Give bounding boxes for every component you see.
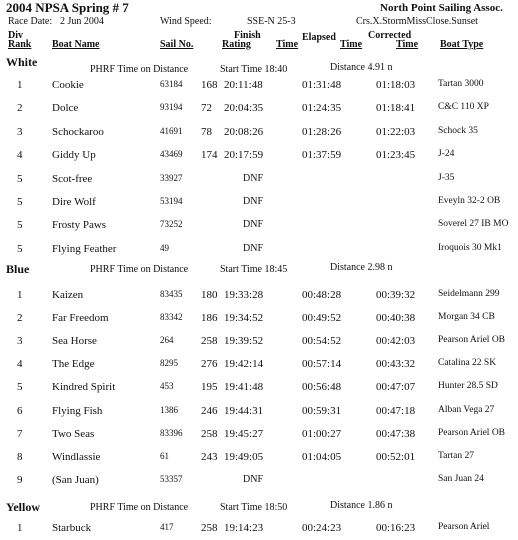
wind-speed-value: SSE-N 25-3 (247, 16, 296, 27)
cell-elapsed: 01:00:27 (302, 427, 342, 440)
cell-type: Alban Vega 27 (438, 404, 495, 415)
cell-finish: 19:42:14 (224, 358, 264, 371)
cell-finish: DNF (243, 172, 264, 184)
division-method: PHRF Time on Distance (90, 64, 189, 75)
cell-corrected: 01:22:03 (376, 125, 416, 138)
cell-rank: 4 (17, 358, 23, 371)
division-distance: Distance 1.86 n (330, 500, 393, 511)
wind-speed-label: Wind Speed: (160, 16, 212, 27)
division-name: White (6, 55, 38, 69)
cell-finish: DNF (243, 242, 264, 254)
cell-finish: DNF (243, 473, 264, 485)
division-name: Yellow (6, 500, 40, 514)
cell-finish: 19:39:52 (224, 335, 264, 348)
cell-sail: 41691 (160, 125, 183, 136)
cell-corrected: 01:18:41 (376, 102, 416, 115)
cell-rating: 195 (201, 381, 218, 394)
cell-type: Seidelmann 299 (438, 289, 500, 299)
cell-boat: Schockaroo (52, 125, 104, 138)
association-name: North Point Sailing Assoc. (380, 2, 503, 14)
cell-finish: DNF (243, 219, 264, 231)
cell-sail: 43469 (160, 149, 183, 160)
table-row (0, 196, 518, 214)
cell-boat: Windlassie (52, 450, 101, 463)
cell-corrected: 01:23:45 (376, 149, 416, 162)
cell-finish: 20:17:59 (224, 149, 264, 162)
table-row (0, 289, 518, 307)
division-distance: Distance 2.98 n (330, 262, 393, 273)
cell-boat: Frosty Paws (52, 219, 107, 232)
cell-corrected: 00:43:32 (376, 358, 416, 371)
cell-boat: Flying Fish (52, 404, 103, 417)
table-row (0, 312, 518, 330)
cell-finish: 19:14:23 (224, 522, 264, 534)
cell-corrected: 00:42:03 (376, 335, 416, 348)
cell-boat: Flying Feather (52, 242, 117, 255)
cell-type: J-35 (438, 172, 455, 183)
race-date-label: Race Date: (8, 16, 53, 27)
cell-corrected: 00:47:07 (376, 381, 416, 394)
cell-finish: 19:41:48 (224, 381, 264, 394)
cell-boat: Cookie (52, 79, 84, 91)
table-row (0, 173, 518, 191)
cell-rank: 2 (17, 312, 23, 325)
division-start-time: Start Time 18:40 (220, 64, 288, 75)
cell-elapsed: 00:59:31 (302, 404, 342, 417)
division-name: Blue (6, 262, 30, 276)
col-header-elapsed-time: Time (340, 39, 363, 50)
cell-rating: 168 (201, 79, 218, 91)
table-row (0, 335, 518, 353)
cell-corrected: 00:40:38 (376, 312, 416, 325)
cell-finish: 20:04:35 (224, 102, 264, 115)
cell-rating: 276 (201, 358, 218, 371)
col-header-finish: Finish (234, 30, 261, 41)
cell-finish: DNF (243, 196, 264, 207)
table-row (0, 522, 518, 540)
page-title: 2004 NPSA Spring # 7 (6, 0, 129, 15)
cell-sail: 63184 (160, 79, 183, 89)
cell-sail: 33927 (160, 172, 183, 183)
cell-rating: 180 (201, 289, 218, 301)
table-row (0, 149, 518, 167)
cell-rating: 246 (201, 404, 218, 417)
cell-sail: 8295 (160, 358, 178, 369)
cell-elapsed: 01:04:05 (302, 450, 342, 463)
col-header-rating: Rating (222, 39, 251, 50)
cell-type: San Juan 24 (438, 473, 484, 484)
cell-type: J-24 (438, 149, 455, 160)
cell-type: Catalina 22 SK (438, 358, 497, 369)
cell-rank: 8 (17, 450, 23, 463)
cell-finish: 19:34:52 (224, 312, 264, 325)
cell-type: Morgan 34 CB (438, 312, 495, 323)
table-row (0, 79, 518, 97)
cell-sail: 49 (160, 242, 169, 253)
cell-rank: 3 (17, 335, 23, 348)
cell-sail: 264 (160, 335, 174, 346)
cell-elapsed: 00:54:52 (302, 335, 342, 348)
cell-rank: 1 (17, 522, 23, 534)
cell-rank: 4 (17, 149, 23, 162)
table-row (0, 451, 518, 469)
cell-corrected: 01:18:03 (376, 79, 416, 91)
cell-rank: 9 (17, 473, 23, 486)
cell-elapsed: 01:31:48 (302, 79, 342, 91)
cell-boat: Dolce (52, 102, 79, 115)
cell-elapsed: 00:56:48 (302, 381, 342, 394)
cell-boat: Dire Wolf (52, 196, 96, 208)
cell-sail: 53357 (160, 473, 183, 484)
cell-sail: 93194 (160, 102, 183, 113)
cell-rank: 6 (17, 404, 23, 417)
cell-boat: The Edge (52, 358, 95, 371)
cell-type: Schock 35 (438, 125, 478, 136)
col-header-rank: Rank (8, 39, 32, 50)
cell-rank: 1 (17, 289, 23, 301)
cell-boat: Scot-free (52, 172, 93, 185)
table-row (0, 243, 518, 261)
cell-rating: 243 (201, 450, 218, 463)
cell-corrected: 00:16:23 (376, 522, 416, 534)
cell-type: Pearson Ariel OB (438, 427, 506, 438)
table-row (0, 102, 518, 120)
cell-rank: 7 (17, 427, 23, 440)
cell-elapsed: 01:24:35 (302, 102, 342, 115)
cell-rank: 1 (17, 79, 23, 91)
cell-type: C&C 110 XP (438, 102, 489, 113)
cell-elapsed: 00:48:28 (302, 289, 342, 301)
cell-boat: Sea Horse (52, 335, 97, 348)
cell-sail: 417 (160, 522, 174, 532)
cell-corrected: 00:47:38 (376, 427, 416, 440)
cell-finish: 19:33:28 (224, 289, 264, 301)
cell-rating: 258 (201, 427, 218, 440)
col-header-elapsed: Elapsed (302, 32, 336, 43)
cell-elapsed: 00:57:14 (302, 358, 342, 371)
cell-elapsed: 00:49:52 (302, 312, 342, 325)
table-row (0, 381, 518, 399)
cell-boat: Two Seas (52, 427, 95, 440)
cell-sail: 61 (160, 450, 169, 461)
division-method: PHRF Time on Distance (90, 264, 189, 275)
table-row (0, 219, 518, 237)
cell-type: Hunter 28.5 SD (438, 381, 498, 392)
col-header-boat-type: Boat Type (440, 39, 484, 50)
table-row (0, 358, 518, 376)
cell-sail: 83342 (160, 312, 183, 323)
cell-rating: 186 (201, 312, 218, 325)
cell-rank: 5 (17, 219, 23, 232)
cell-finish: 20:08:26 (224, 125, 264, 138)
cell-rating: 258 (201, 522, 218, 534)
division-method: PHRF Time on Distance (90, 502, 189, 513)
cell-boat: Far Freedom (52, 312, 109, 325)
cell-sail: 453 (160, 381, 174, 392)
table-row (0, 428, 518, 446)
table-row (0, 126, 518, 144)
cell-type: Eveyln 32-2 OB (438, 196, 501, 206)
course-description: Crs.X.StormMissClose.Sunset (356, 16, 478, 27)
cell-type: Soverel 27 IB MO (438, 219, 509, 230)
cell-boat: Kindred Spirit (52, 381, 116, 394)
cell-finish: 20:11:48 (224, 79, 263, 91)
cell-rank: 5 (17, 196, 23, 208)
cell-sail: 83396 (160, 427, 183, 438)
cell-type: Iroquois 30 Mk1 (438, 242, 502, 253)
cell-type: Pearson Ariel OB (438, 335, 506, 346)
cell-type: Tartan 27 (438, 450, 475, 461)
cell-elapsed: 00:24:23 (302, 522, 342, 534)
cell-rating: 174 (201, 149, 218, 162)
cell-type: Pearson Ariel (438, 522, 490, 532)
cell-rank: 5 (17, 381, 23, 394)
cell-sail: 73252 (160, 219, 183, 230)
cell-type: Tartan 3000 (438, 79, 484, 89)
col-header-finish-time: Time (276, 39, 299, 50)
col-header-corrected-time: Time (396, 39, 419, 50)
cell-finish: 19:45:27 (224, 427, 264, 440)
cell-corrected: 00:47:18 (376, 404, 416, 417)
cell-boat: (San Juan) (52, 473, 99, 486)
cell-rating: 78 (201, 125, 212, 138)
cell-sail: 83435 (160, 289, 183, 299)
cell-rank: 2 (17, 102, 23, 115)
cell-finish: 19:49:05 (224, 450, 264, 463)
cell-corrected: 00:52:01 (376, 450, 416, 463)
cell-rating: 258 (201, 335, 218, 348)
cell-sail: 1386 (160, 404, 178, 415)
cell-finish: 19:44:31 (224, 404, 264, 417)
cell-sail: 53194 (160, 196, 183, 206)
col-header-corrected: Corrected (368, 30, 412, 41)
division-start-time: Start Time 18:50 (220, 502, 288, 513)
cell-rank: 5 (17, 172, 23, 185)
table-row (0, 474, 518, 492)
race-date-value: 2 Jun 2004 (60, 16, 104, 27)
division-distance: Distance 4.91 n (330, 62, 393, 73)
col-header-sail-no: Sail No. (160, 39, 194, 50)
col-header-boat-name: Boat Name (52, 39, 100, 50)
cell-boat: Giddy Up (52, 149, 96, 162)
division-start-time: Start Time 18:45 (220, 264, 288, 275)
cell-rank: 5 (17, 242, 23, 255)
table-row (0, 405, 518, 423)
cell-rating: 72 (201, 102, 212, 115)
col-header-div: Div (8, 30, 23, 41)
cell-corrected: 00:39:32 (376, 289, 416, 301)
cell-boat: Kaizen (52, 289, 84, 301)
cell-boat: Starbuck (52, 522, 92, 534)
cell-elapsed: 01:37:59 (302, 149, 342, 162)
cell-elapsed: 01:28:26 (302, 125, 342, 138)
cell-rank: 3 (17, 125, 23, 138)
